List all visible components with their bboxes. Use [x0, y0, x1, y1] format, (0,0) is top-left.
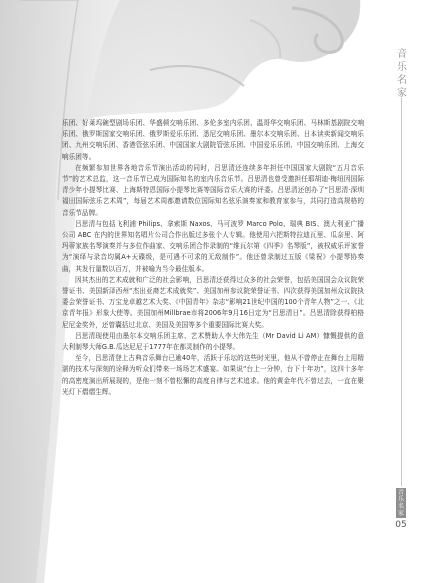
section-divider-line — [401, 98, 402, 486]
paragraph-career: 至今，吕思清登上古典音乐舞台已逾40年，活跃于乐坛的这些时光里，他从不曾停止在舞台上用精湛的技术与深刻的诠释为听众们带来一场场艺术盛宴。如果说“台上一分钟，台下十年功”，这四十多年的高密度演出所展现的，是他一刻不曾松懈的高度自律与艺术追求。他的黄金年代不曾过去，一直在聚光灯下熠熠生辉。 — [62, 354, 364, 396]
page-number: 05 — [395, 520, 407, 530]
section-tab-label: 音乐名家 — [397, 489, 404, 517]
paragraph-festivals: 在频繁参加世界各地音乐节演出活动的同时，吕思清还连续多年担任中国国家大剧院“五月音乐节”的艺术总监，这一音乐节已成为国际知名的室内乐音乐节。吕思清也曾受邀担任耶胡迪·梅纽因国际青少年小提琴比赛、上海斯特恩国际小提琴比赛等国际音乐大赛的评委。吕思清还创办了“吕思清·深圳福田国际弦乐艺术周”，每届艺术周都邀请数位国际知名弦乐演奏家和教育家参与，共同打造高规格的音乐节品牌。 — [62, 163, 364, 217]
article-body — [62, 118, 364, 398]
paragraph-orchestras: 乐团、好莱坞碗型剧场乐团、华盛顿交响乐团、多伦多室内乐团、温哥华交响乐团、马林斯基剧院交响乐团、俄罗斯国家交响乐团、俄罗斯爱乐乐团、悉尼交响乐团、墨尔本交响乐团、日本读卖新闻交响乐团、九州交响乐团、香港管弦乐团、中国国家大剧院管弦乐团、中国爱乐乐团、中国交响乐团、上海交响乐团等。 — [62, 119, 364, 161]
paragraph-instrument: 吕思清现使用由墨尔本交响乐团主席、艺术赞助人李大伟先生（Mr David Li AM）慷慨提供的意大利制琴大师G.B.瓜达尼尼于1777年在都灵制作的小提琴。 — [62, 331, 364, 352]
paragraph-recordings: 吕思清与包括飞利浦 Philips、拿索斯 Naxos、马可波罗 Marco Polo、瑞典 BIS、澳大利亚广播公司 ABC 在内的世界知名唱片公司合作出版过多张个人专辑。他使用六把斯特拉迪瓦里、瓜奈里、阿玛蒂家族名琴演奏并与多位作曲家、交响乐团合作录制的“维瓦尔第《四季》名琴版”，被权威乐评家誉为“演绎与录音均属A+天碟级，是可遇不可求的无敌制作”。他还曾录制过五版《梁祝》小提琴协奏曲，其发行量数以百万，并被喻为当今最佳版本。 — [62, 219, 364, 273]
paragraph-honors: 因其杰出的艺术成就和广泛的社会影响，吕思清还获得过众多的社会荣誉，包括美国国会众议院荣誉证书、美国新泽西州“杰出亚裔艺术成就奖”、美国加州参议院荣誉证书、四次获得美国加州众议院执委会荣誉证书、万宝龙卓越艺术大奖、《中国青年》杂志“影响21世纪中国的100个青年人物”之一、《北京青年报》形象大使等。美国加州Millbrae市将2006年9月16日定为“吕思清日”。吕思清除获得柏格尼尼金奖外，还曾囊括过北京、美国及美国等多个重要国际比赛大奖。 — [62, 275, 364, 329]
section-tab — [396, 488, 406, 518]
section-title: 音乐名家 — [397, 49, 407, 99]
